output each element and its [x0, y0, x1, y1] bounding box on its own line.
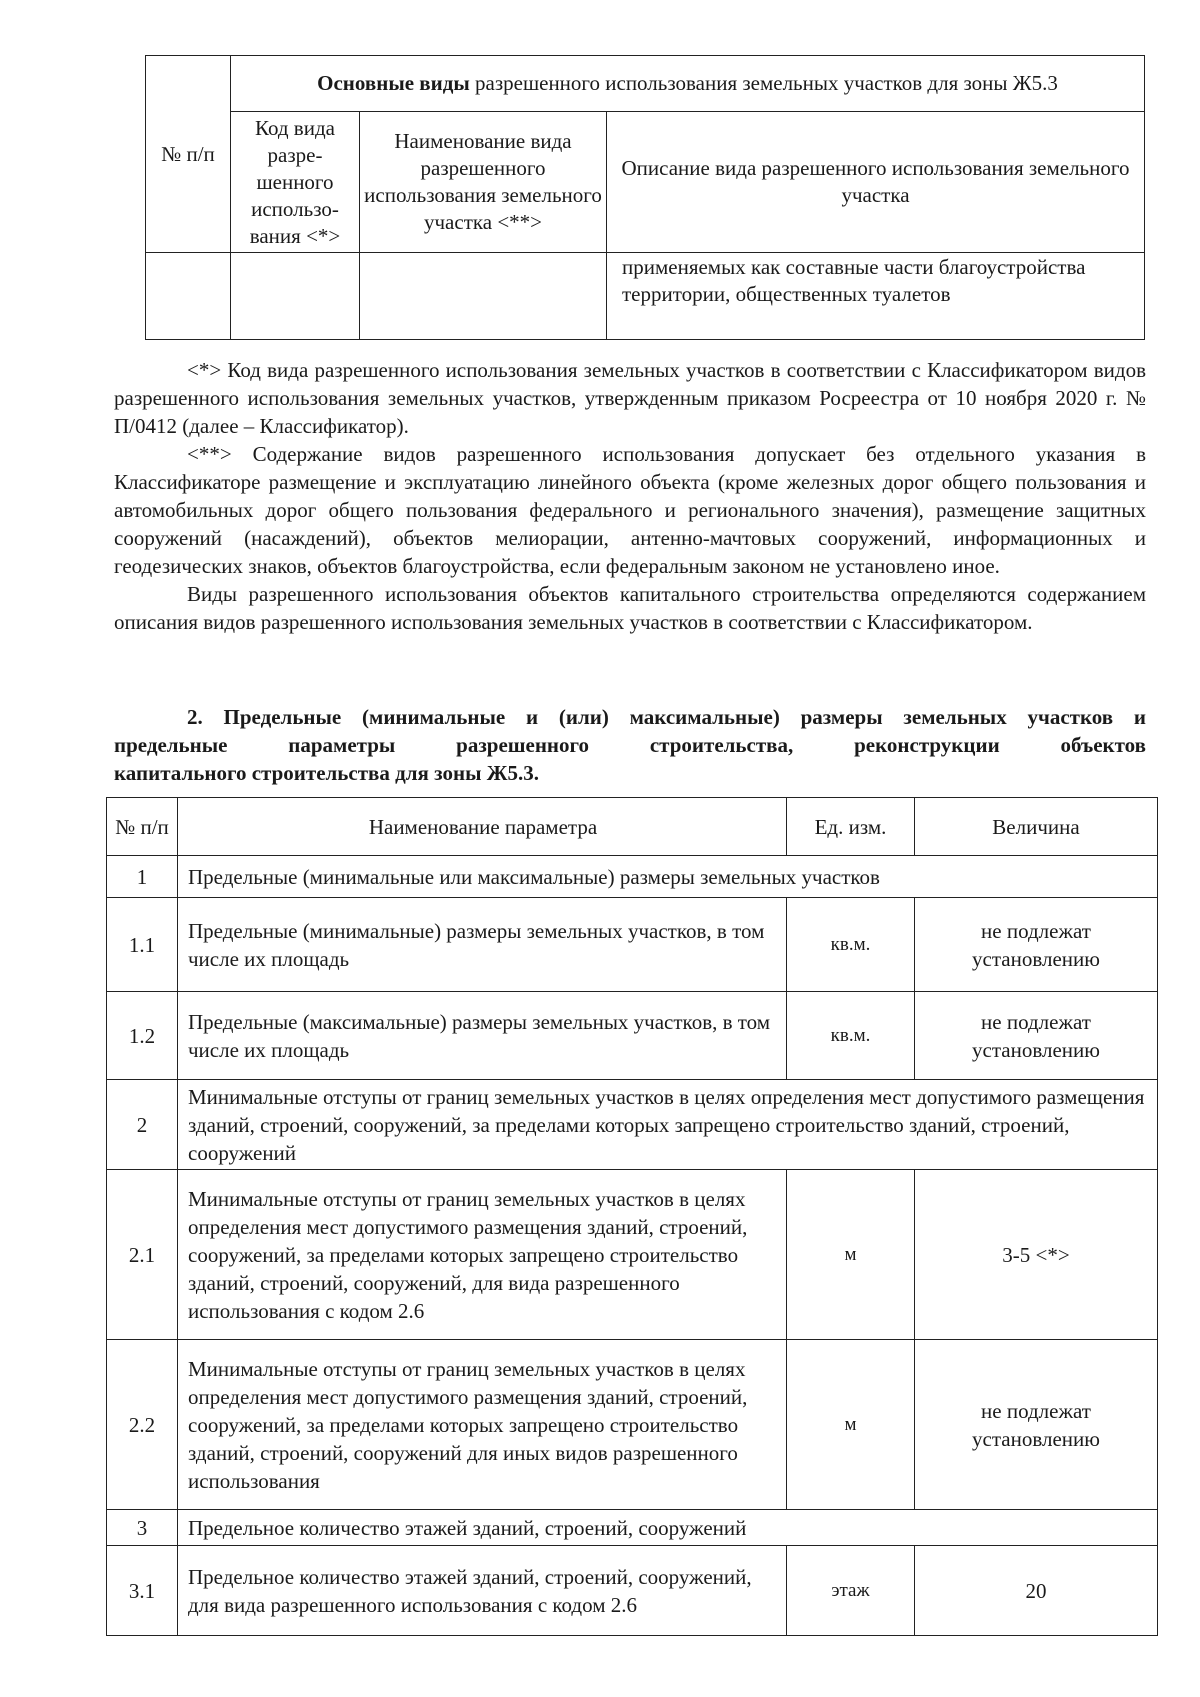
row-unit: этаж [787, 1546, 915, 1636]
row-name: Предельное количество этажей зданий, строений, сооружений, для вида разрешенного использования с кодом 2.6 [178, 1546, 787, 1636]
row-name: Предельные (минимальные) размеры земельных участков, в том числе их площадь [178, 898, 787, 992]
table1-title-rest: разрешенного использования земельных участков для зоны Ж5.3 [469, 71, 1058, 95]
row-unit: м [787, 1340, 915, 1510]
row-name: Минимальные отступы от границ земельных участков в целях определения мест допустимого размещения зданий, строений, сооружений, за пределами которых запрещено строительство зданий, строений, сооружений [178, 1080, 1158, 1170]
row-name: Минимальные отступы от границ земельных участков в целях определения мест допустимого размещения зданий, строений, сооружений, за пределами которых запрещено строительство зданий, строений, сооружений для иных видов разрешенного использования [178, 1340, 787, 1510]
row-value: 20 [915, 1546, 1158, 1636]
table1-title-bold: Основные виды [317, 71, 470, 95]
row-value: не подлежат установлению [915, 898, 1158, 992]
land-use-types-table [145, 55, 1145, 340]
row-num: 1 [107, 856, 178, 898]
col-num-header: № п/п [107, 798, 178, 856]
row-unit: м [787, 1170, 915, 1340]
footnote-code: <*> Код вида разрешенного использования земельных участков в соответствии с Классификатором видов разрешенного использования земельных участков, утвержденным приказом Росреестра от 10 ноября 2020 г. № П/0412 (далее – Классификатор). [114, 358, 1146, 438]
row-value: не подлежат установлению [915, 1340, 1158, 1510]
footnotes [114, 356, 1146, 636]
table-row [107, 992, 1158, 1080]
table-row [107, 856, 1158, 898]
col-code-header: Код вида разре-шенного использо-вания <*> [231, 112, 360, 253]
cell-empty [146, 253, 231, 340]
table-header-row [107, 798, 1158, 856]
footnote-content: <**> Содержание видов разрешенного использования допускает без отдельного указания в Классификаторе размещение и эксплуатацию линейного объекта (кроме железных дорог общего пользования и автомобильных дорог общего пользования федерального и регионального значения), размещение защитных сооружений (насаждений), объектов мелиорации, антенно-мачтовых сооружений, информационных и геодезических знаков, объектов благоустройства, если федеральным законом не установлено иное. [114, 442, 1146, 578]
table1-title [231, 56, 1145, 112]
row-num: 1.1 [107, 898, 178, 992]
col-desc-header: Описание вида разрешенного использования земельного участка [607, 112, 1145, 253]
row-name: Предельные (минимальные или максимальные) размеры земельных участков [178, 856, 1158, 898]
col-unit-header: Ед. изм. [787, 798, 915, 856]
col-value-header: Величина [915, 798, 1158, 856]
heading-line: 2. Предельные (минимальные и (или) максимальные) размеры земельных участков и [187, 705, 1146, 729]
table-row [107, 1510, 1158, 1546]
heading-line: предельные параметры разрешенного строительства, реконструкции объектов [114, 733, 1146, 757]
row-num: 2.2 [107, 1340, 178, 1510]
row-num: 2 [107, 1080, 178, 1170]
row-unit: кв.м. [787, 992, 915, 1080]
table-row [107, 1170, 1158, 1340]
note-capital-construction: Виды разрешенного использования объектов капитального строительства определяются содержанием описания видов разрешенного использования земельных участков в соответствии с Классификатором. [114, 582, 1146, 634]
row-num: 2.1 [107, 1170, 178, 1340]
row-num: 1.2 [107, 992, 178, 1080]
row-num: 3 [107, 1510, 178, 1546]
col-name-header: Наименование вида разрешенного использования земельного участка <**> [360, 112, 607, 253]
row-value: 3-5 <*> [915, 1170, 1158, 1340]
row-unit: кв.м. [787, 898, 915, 992]
col-num-header: № п/п [146, 56, 231, 253]
row-name: Минимальные отступы от границ земельных участков в целях определения мест допустимого размещения зданий, строений, сооружений, за пределами которых запрещено строительство зданий, строений, сооружений, для вида разрешенного использования с кодом 2.6 [178, 1170, 787, 1340]
row-num: 3.1 [107, 1546, 178, 1636]
row-name: Предельные (максимальные) размеры земельных участков, в том числе их площадь [178, 992, 787, 1080]
cell-empty [360, 253, 607, 340]
cell-empty [231, 253, 360, 340]
row-description: применяемых как составные части благоустройства территории, общественных туалетов [607, 253, 1145, 340]
table-row [107, 1546, 1158, 1636]
section-2-heading [114, 703, 1146, 787]
row-value: не подлежат установлению [915, 992, 1158, 1080]
col-param-header: Наименование параметра [178, 798, 787, 856]
table-row [107, 1340, 1158, 1510]
table-row [146, 253, 1145, 340]
row-name: Предельное количество этажей зданий, строений, сооружений [178, 1510, 1158, 1546]
table-row [107, 898, 1158, 992]
parameters-table [106, 797, 1158, 1636]
table-row [107, 1080, 1158, 1170]
heading-line: капитального строительства для зоны Ж5.3. [114, 761, 539, 785]
